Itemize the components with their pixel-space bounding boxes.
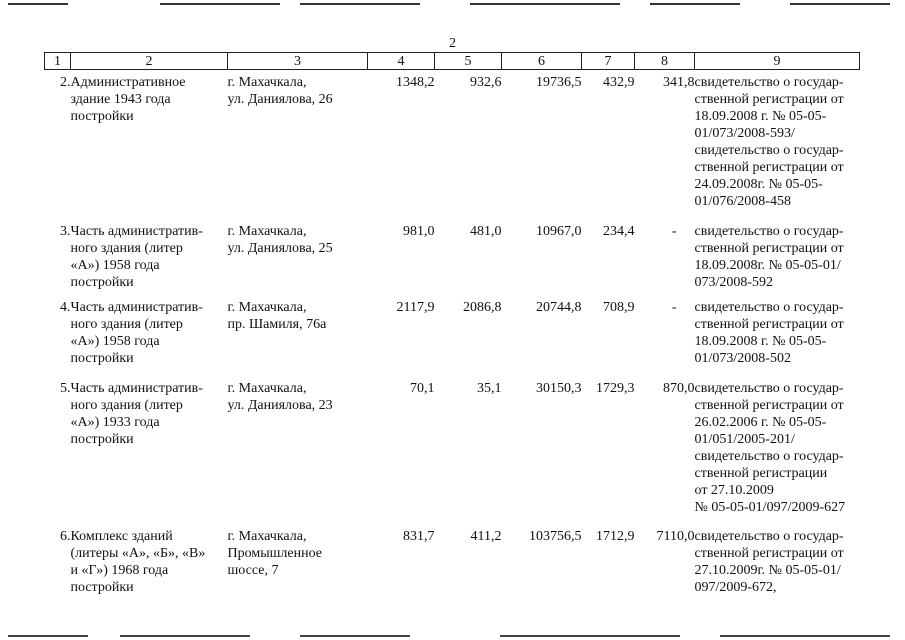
cell-col7: 234,4	[603, 223, 635, 239]
object-name	[71, 528, 228, 608]
text-line: 18.09.2008г. № 05-05-01/	[694, 257, 841, 273]
bottom-edge-line	[8, 635, 88, 637]
top-edge-line	[8, 3, 68, 5]
cell-col5: 35,1	[477, 380, 502, 396]
cell-col7: 1729,3	[596, 380, 635, 396]
text-line: ного здания (литер	[70, 397, 183, 413]
text-line: «А») 1958 года	[70, 333, 160, 349]
text-line: и «Г») 1968 года	[70, 562, 169, 578]
text-line: (литеры «А», «Б», «В»	[70, 545, 206, 561]
text-line: свидетельство о государ-	[694, 299, 844, 315]
text-line: здание 1943 года	[70, 92, 171, 107]
text-line: ного здания (литер	[70, 316, 183, 332]
row-number: 4.	[60, 299, 71, 315]
text-line: свидетельство о государ-	[694, 380, 844, 396]
text-line: шоссе, 7	[227, 562, 279, 578]
text-line: 097/2009-672,	[694, 579, 777, 595]
text-line: постройки	[70, 274, 134, 290]
text-line: 26.02.2006 г. № 05-05-	[694, 414, 827, 430]
text-line: свидетельство о государ-	[694, 448, 844, 464]
table-row	[45, 528, 860, 608]
bottom-edge-line	[720, 635, 890, 637]
text-line: Часть административ-	[70, 223, 203, 239]
text-line: свидетельство о государ-	[694, 223, 844, 239]
text-line: «А») 1933 года	[70, 414, 160, 430]
text-line: 01/051/2005-201/	[694, 431, 795, 447]
cell-col8: 870,0	[663, 380, 695, 396]
text-line: 073/2008-592	[694, 274, 774, 290]
column-header: 8	[635, 53, 695, 70]
text-line: ул. Даниялова, 25	[227, 240, 333, 256]
text-line: г. Махачкала,	[227, 223, 307, 239]
object-name	[71, 380, 228, 528]
text-line: постройки	[70, 109, 134, 124]
column-header: 1	[45, 53, 71, 70]
column-header: 7	[582, 53, 635, 70]
cell-col5: 411,2	[470, 528, 502, 544]
object-address	[228, 223, 368, 299]
text-line: Комплекс зданий	[70, 528, 173, 544]
text-line: ственной регистрации от	[694, 92, 844, 107]
text-line: ул. Даниялова, 26	[227, 92, 333, 107]
top-edge-line	[300, 3, 420, 5]
object-name	[71, 299, 228, 380]
column-header: 2	[71, 53, 228, 70]
object-address	[228, 299, 368, 380]
cell-col7: 432,9	[603, 75, 635, 90]
text-line: г. Махачкала,	[227, 75, 307, 90]
text-line: пр. Шамиля, 76а	[227, 316, 327, 332]
cell-col4: 2117,9	[396, 299, 435, 315]
bottom-edge-line	[500, 635, 680, 637]
text-line: ственной регистрации	[694, 465, 828, 481]
cell-col8: -	[671, 299, 677, 315]
cell-col5: 481,0	[470, 223, 502, 239]
text-line: 18.09.2008 г. № 05-05-	[694, 109, 827, 124]
cell-col6: 19736,5	[536, 75, 582, 90]
text-line: от 27.10.2009	[694, 482, 774, 498]
cell-col5: 2086,8	[463, 299, 502, 315]
text-line: 27.10.2009г. № 05-05-01/	[694, 562, 841, 578]
top-edge-line	[470, 3, 620, 5]
cell-col4: 70,1	[410, 380, 435, 396]
text-line: 01/076/2008-458	[694, 194, 791, 209]
text-line: ного здания (литер	[70, 240, 183, 256]
row-number: 2.	[60, 75, 71, 90]
text-line: ственной регистрации от	[694, 316, 844, 332]
object-name	[71, 70, 228, 223]
text-line: «А») 1958 года	[70, 257, 160, 273]
text-line: г. Махачкала,	[227, 380, 307, 396]
registration-certificate	[695, 380, 860, 528]
page-number: 2	[449, 36, 456, 51]
registration-certificate	[695, 70, 860, 223]
text-line: свидетельство о государ-	[694, 75, 844, 90]
text-line: 24.09.2008г. № 05-05-	[694, 177, 823, 192]
object-address	[228, 380, 368, 528]
text-line: г. Махачкала,	[227, 299, 307, 315]
bottom-edge-line	[120, 635, 250, 637]
registration-certificate	[695, 528, 860, 608]
top-edge-line	[160, 3, 280, 5]
object-address	[228, 528, 368, 608]
text-line: Промышленное	[227, 545, 322, 561]
column-header: 6	[502, 53, 582, 70]
table-row	[45, 299, 860, 380]
text-line: ственной регистрации от	[694, 240, 844, 256]
cell-col5: 932,6	[470, 75, 502, 90]
text-line: Часть административ-	[70, 299, 203, 315]
text-line: постройки	[70, 350, 134, 366]
registration-certificate	[695, 223, 860, 299]
top-edge-line	[790, 3, 890, 5]
text-line: 18.09.2008 г. № 05-05-	[694, 333, 827, 349]
bottom-edge-line	[300, 635, 410, 637]
cell-col7: 708,9	[603, 299, 635, 315]
column-header: 9	[695, 53, 860, 70]
text-line: ственной регистрации от	[694, 397, 844, 413]
property-table	[44, 52, 860, 608]
table-header-row	[45, 53, 860, 70]
table-row	[45, 380, 860, 528]
text-line: г. Махачкала,	[227, 528, 307, 544]
cell-col8: 7110,0	[656, 528, 695, 544]
text-line: постройки	[70, 431, 134, 447]
column-header: 4	[368, 53, 435, 70]
text-line: ственной регистрации от	[694, 545, 844, 561]
object-name	[71, 223, 228, 299]
cell-col6: 30150,3	[536, 380, 582, 396]
object-address	[228, 70, 368, 223]
cell-col6: 20744,8	[536, 299, 582, 315]
row-number: 6.	[60, 528, 71, 544]
cell-col4: 831,7	[403, 528, 435, 544]
text-line: свидетельство о государ-	[694, 143, 844, 158]
cell-col8: 341,8	[663, 75, 695, 90]
text-line: 01/073/2008-502	[694, 350, 791, 366]
row-number: 5.	[60, 380, 71, 396]
text-line: 01/073/2008-593/	[694, 126, 795, 141]
text-line: свидетельство о государ-	[694, 528, 844, 544]
cell-col8: -	[671, 223, 677, 239]
cell-col6: 103756,5	[529, 528, 582, 544]
table-row	[45, 70, 860, 223]
text-line: Административное	[70, 75, 186, 90]
row-number: 3.	[60, 223, 71, 239]
text-line: ственной регистрации от	[694, 160, 844, 175]
cell-col7: 1712,9	[596, 528, 635, 544]
table-row	[45, 223, 860, 299]
text-line: Часть административ-	[70, 380, 203, 396]
cell-col6: 10967,0	[536, 223, 582, 239]
top-edge-line	[650, 3, 740, 5]
text-line: постройки	[70, 579, 134, 595]
column-header: 5	[435, 53, 502, 70]
registration-certificate	[695, 299, 860, 380]
cell-col4: 1348,2	[396, 75, 435, 90]
column-header: 3	[228, 53, 368, 70]
text-line: ул. Даниялова, 23	[227, 397, 333, 413]
cell-col4: 981,0	[403, 223, 435, 239]
text-line: № 05-05-01/097/2009-627	[694, 499, 846, 515]
